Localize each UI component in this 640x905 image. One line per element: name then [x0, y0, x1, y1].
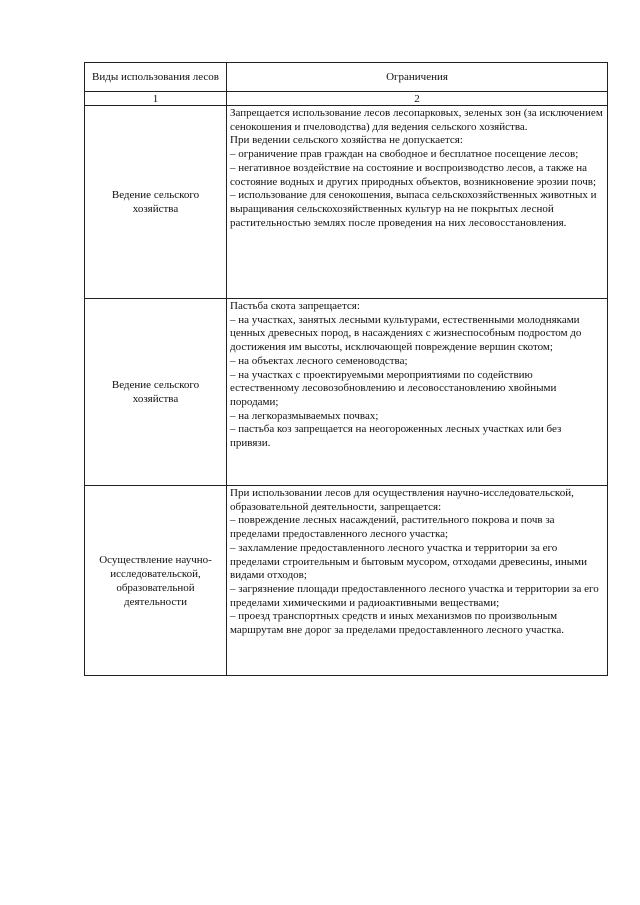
- header-forest-use-types: Виды использования лесов: [85, 63, 227, 92]
- restriction-line: Запрещается использование лесов лесопарковых, зеленых зон (за исключением сенокошения и пчеловодства) для ведения сельского хозяйства.: [230, 107, 603, 133]
- row-use-type: Ведение сельского хозяйства: [85, 299, 227, 486]
- restrictions-table: [84, 62, 608, 676]
- restriction-line: – загрязнение площади предоставленного лесного участка и территории за его пределами химическими и радиоактивными веществами;: [230, 582, 599, 609]
- row-use-type: Осуществление научно-исследовательской, образовательной деятельности: [85, 486, 227, 676]
- row-restrictions: [227, 299, 608, 486]
- restriction-line: – проезд транспортных средств и иных механизмов по произвольным маршрутам вне дорог за пределами предоставленного лесного участка.: [230, 610, 564, 637]
- restriction-line: – использование для сенокошения, выпаса сельскохозяйственных животных и выращивания сельскохозяйственных культур на не покрытых лесной растительностью землях после проведения на них лесовосстановления.: [230, 189, 597, 229]
- restriction-line: При использовании лесов для осуществления научно-исследовательской, образовательной деятельности, запрещается:: [230, 487, 574, 513]
- table-row: [85, 486, 608, 676]
- restriction-line: – ограничение прав граждан на свободное и бесплатное посещение лесов;: [230, 148, 579, 161]
- table-row: [85, 106, 608, 299]
- row-restrictions: [227, 106, 608, 299]
- restriction-line: – на объектах лесного семеноводства;: [230, 354, 408, 367]
- restriction-line: – на легкоразмываемых почвах;: [230, 409, 379, 422]
- column-number-1: 1: [85, 92, 227, 106]
- restriction-line: – на участках, занятых лесными культурами, естественными молодняками ценных древесных пород, в насаждениях с жизнеспособным подростом до достижения им высоты, исключающей повреждение вершин скотом;: [230, 313, 582, 354]
- table-header-row: [85, 63, 608, 92]
- table-row: [85, 299, 608, 486]
- restriction-line: – захламление предоставленного лесного участка и территории за его пределами строительным и бытовым мусором, отходами древесины, иными видами отходов;: [230, 541, 587, 582]
- column-number-row: [85, 92, 608, 106]
- restriction-line: Пастьба скота запрещается:: [230, 300, 360, 312]
- column-number-2: 2: [227, 92, 608, 106]
- restriction-line: – негативное воздействие на состояние и воспроизводство лесов, а также на состояние водных и других природных объектов, возникновение эрозии почв;: [230, 161, 597, 188]
- restriction-line: – пастьба коз запрещается на неогороженных лесных участках или без привязи.: [230, 423, 562, 450]
- restriction-line: – повреждение лесных насаждений, растительного покрова и почв за пределами предоставленного лесного участка;: [230, 514, 555, 541]
- row-use-type: Ведение сельского хозяйства: [85, 106, 227, 299]
- restriction-line: При ведении сельского хозяйства не допускается:: [230, 134, 463, 147]
- header-restrictions: Ограничения: [227, 63, 608, 92]
- row-restrictions: [227, 486, 608, 676]
- restriction-line: – на участках с проектируемыми мероприятиями по содействию естественному лесовозобновлению и лесовосстановлению хвойными породами;: [230, 368, 557, 408]
